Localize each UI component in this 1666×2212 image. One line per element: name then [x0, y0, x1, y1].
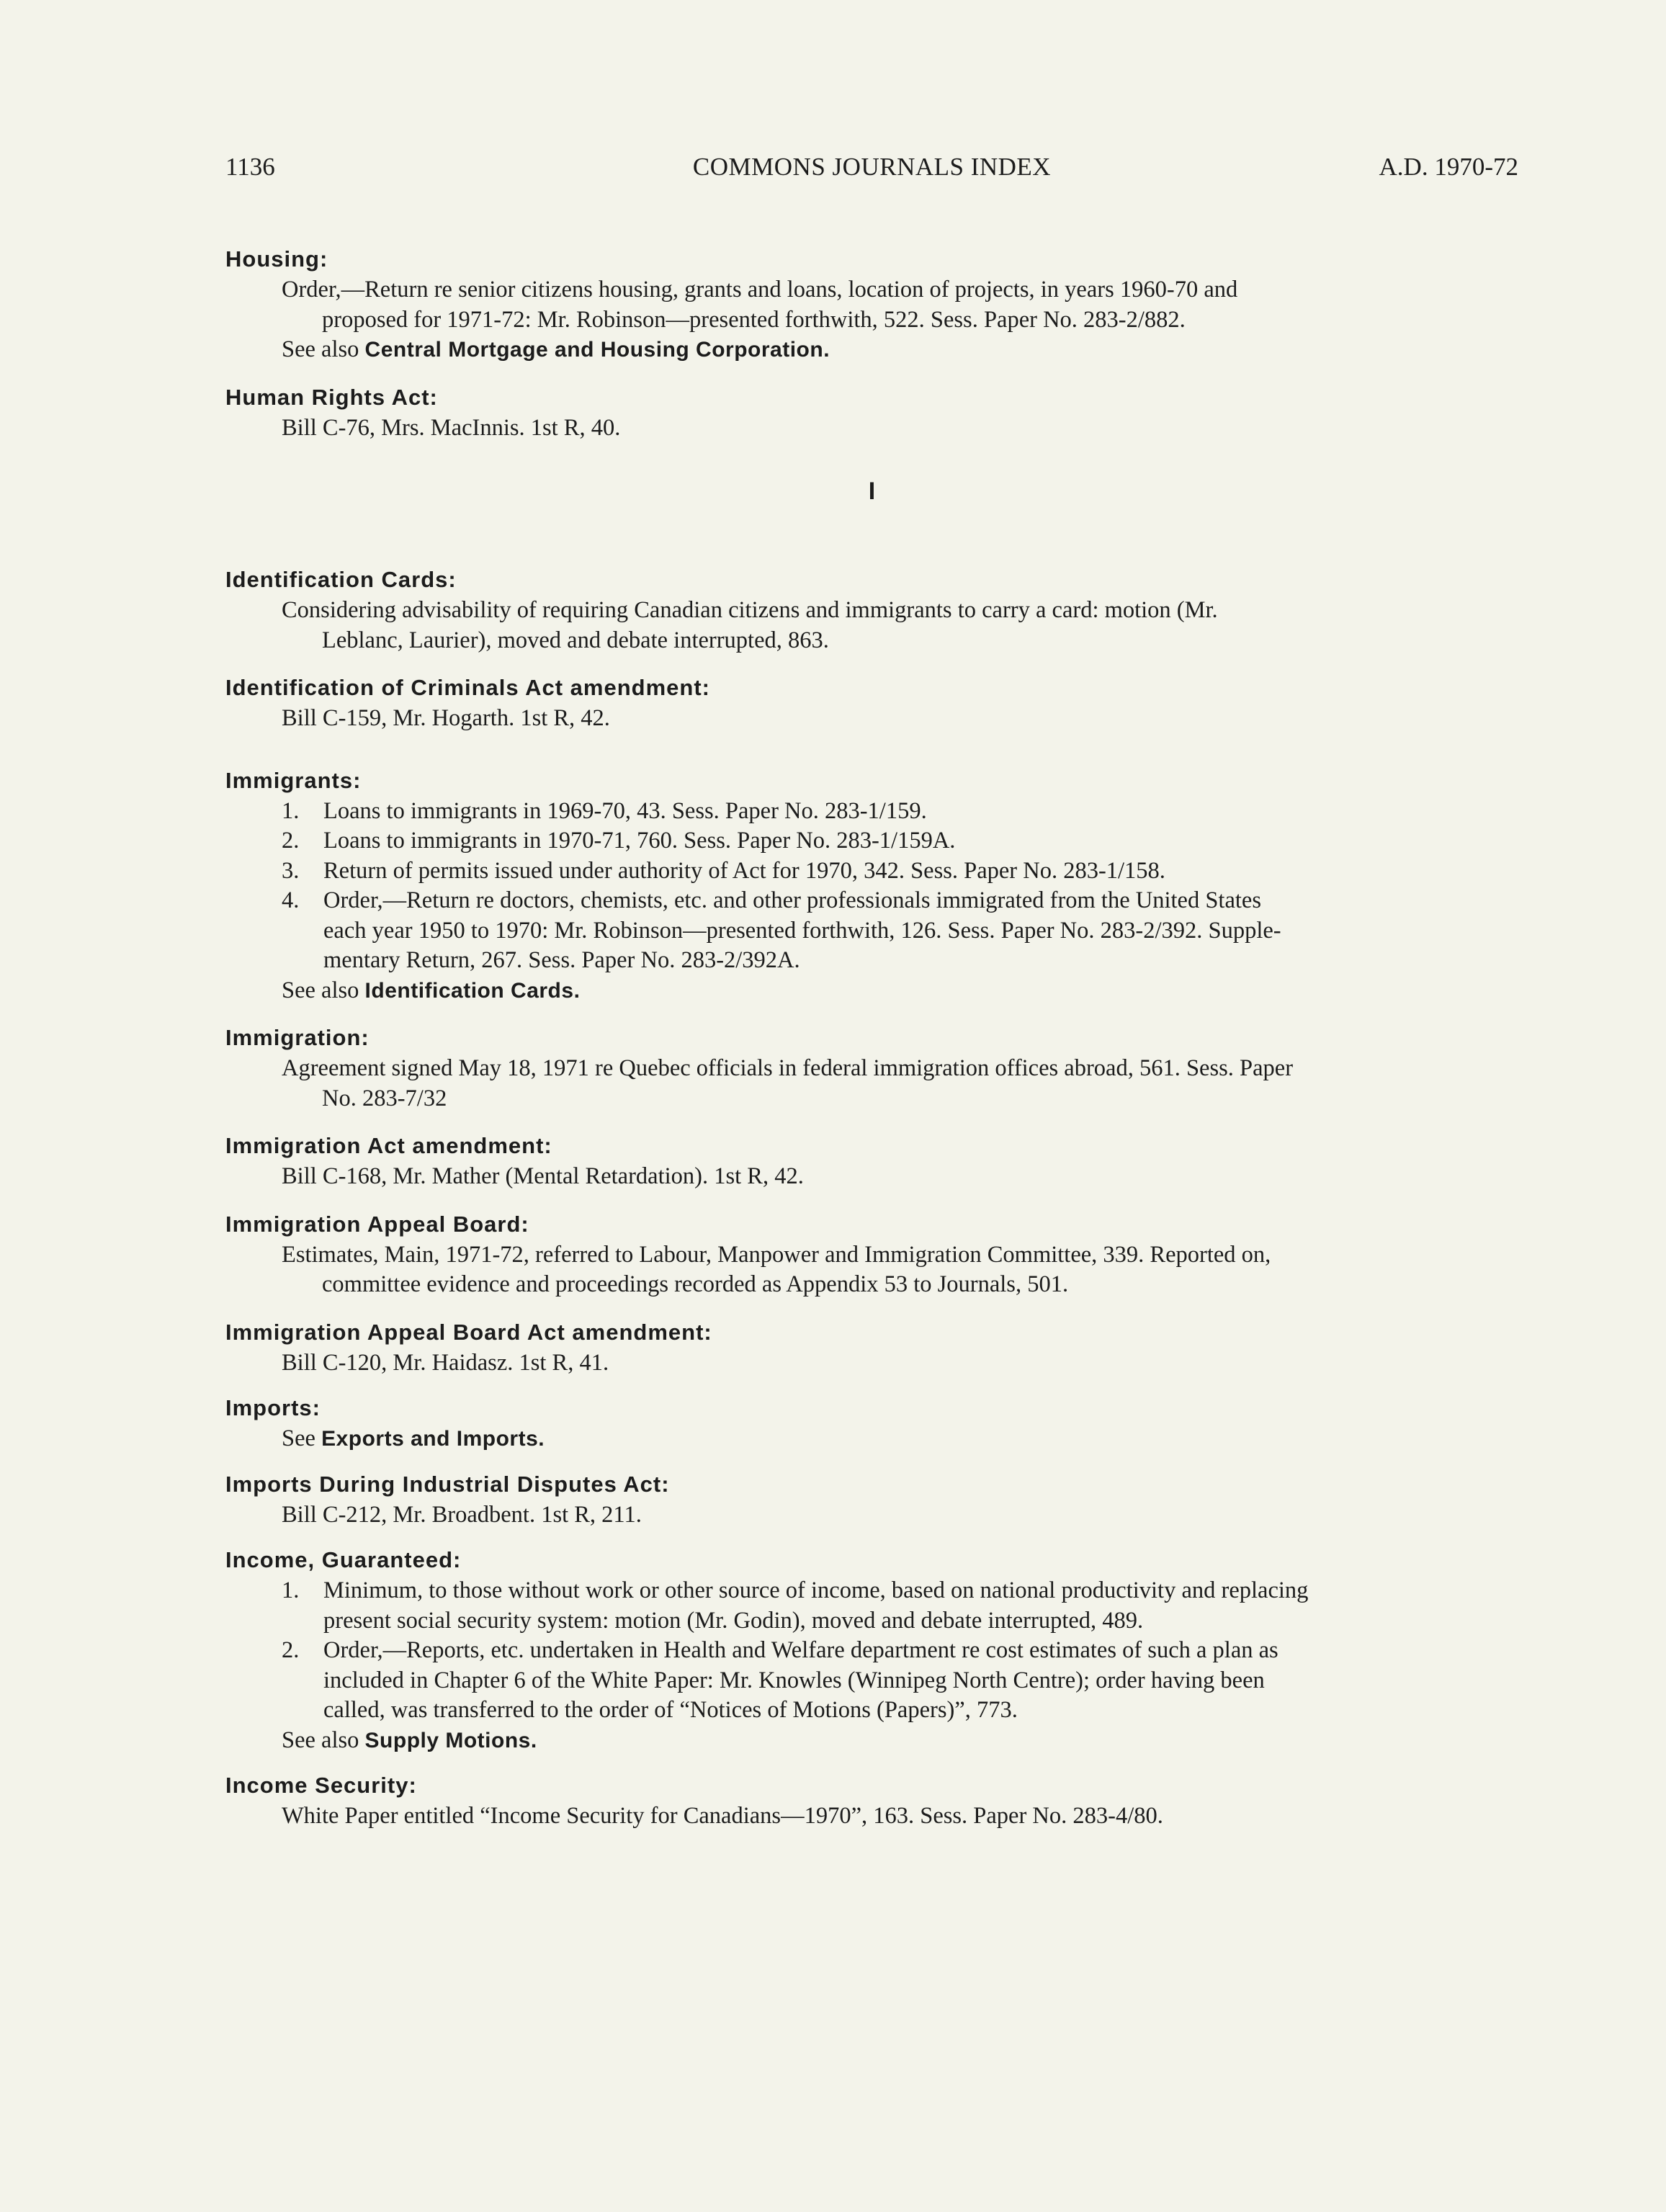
entry-line: proposed for 1971-72: Mr. Robinson—presented forthwith, 522. Sess. Paper No. 283-2/882. [322, 306, 1186, 333]
see-also-label: See also [282, 1727, 359, 1753]
item-text: Order,—Reports, etc. undertaken in Health and Welfare department re cost estimates of such a plan as [323, 1637, 1278, 1663]
entry-line: Bill C-76, Mrs. MacInnis. 1st R, 40. [282, 414, 621, 441]
item-number: 1. [282, 797, 300, 824]
entry-heading: Immigration: [225, 1025, 370, 1050]
see-label: See [282, 1425, 315, 1451]
entry-heading: Human Rights Act: [225, 384, 438, 410]
entry-identification-cards [225, 564, 1518, 655]
entry-heading: Identification of Criminals Act amendment: [225, 675, 710, 700]
see-also-line [225, 335, 1518, 365]
item-text: called, was transferred to the order of “Notices of Motions (Papers)”, 773. [323, 1697, 1018, 1723]
see-also-label: See also [282, 336, 359, 362]
entry-immigration-appeal-board [225, 1209, 1518, 1300]
entry-imports-industrial-disputes [225, 1469, 1518, 1531]
item-text: present social security system: motion (Mr. Godin), moved and debate interrupted, 489. [323, 1607, 1144, 1634]
entry-income-security [225, 1770, 1518, 1832]
item-text: Loans to immigrants in 1969-70, 43. Sess. Paper No. 283-1/159. [323, 797, 927, 824]
list-item-continuation [225, 1696, 1518, 1726]
page-header [225, 153, 1518, 189]
item-text: included in Chapter 6 of the White Paper: Mr. Knowles (Winnipeg North Centre); order having been [323, 1667, 1265, 1693]
entry-heading: Immigration Appeal Board: [225, 1211, 529, 1237]
item-number: 3. [282, 857, 300, 884]
entry-immigration-act [225, 1130, 1518, 1192]
item-number: 2. [282, 1637, 300, 1663]
item-number: 1. [282, 1577, 300, 1603]
see-also-reference: Identification Cards. [364, 978, 581, 1003]
page-years: A.D. 1970-72 [1379, 153, 1518, 181]
entry-immigration-appeal-board-act [225, 1317, 1518, 1379]
entry-line: White Paper entitled “Income Security for Canadians—1970”, 163. Sess. Paper No. 283-4/80. [282, 1803, 1163, 1829]
item-text: Loans to immigrants in 1970-71, 760. Sess. Paper No. 283-1/159A. [323, 828, 956, 854]
entry-heading: Identification Cards: [225, 567, 457, 592]
item-text: mentary Return, 267. Sess. Paper No. 283-2/392A. [323, 947, 800, 973]
list-item-continuation [225, 1606, 1518, 1636]
page-title: COMMONS JOURNALS INDEX [692, 153, 1052, 181]
entry-housing [225, 243, 1518, 365]
entry-line: Considering advisability of requiring Canadian citizens and immigrants to carry a card: motion (Mr. [282, 597, 1218, 623]
entry-line: No. 283-7/32 [322, 1085, 447, 1111]
entry-line: Order,—Return re senior citizens housing, grants and loans, location of projects, in years 1960-70 and [282, 277, 1238, 303]
list-item-continuation [225, 946, 1518, 976]
entry-line: Bill C-120, Mr. Haidasz. 1st R, 41. [282, 1349, 609, 1376]
entry-heading: Immigration Appeal Board Act amendment: [225, 1319, 712, 1345]
list-item [225, 797, 1518, 827]
entry-heading: Immigration Act amendment: [225, 1133, 552, 1158]
list-item-continuation [225, 1666, 1518, 1696]
item-text: Return of permits issued under authority of Act for 1970, 342. Sess. Paper No. 283-1/158. [323, 857, 1165, 884]
item-text: each year 1950 to 1970: Mr. Robinson—presented forthwith, 126. Sess. Paper No. 283-2/392. Supple- [323, 917, 1281, 944]
list-item [225, 1636, 1518, 1666]
entry-heading: Immigrants: [225, 767, 362, 793]
entry-income-guaranteed [225, 1544, 1518, 1755]
index-content [225, 243, 1518, 1832]
entry-heading: Income, Guaranteed: [225, 1547, 462, 1572]
entry-line: Agreement signed May 18, 1971 re Quebec officials in federal immigration offices abroad, 561. Sess. Paper [282, 1055, 1294, 1081]
item-number: 2. [282, 828, 300, 854]
see-also-line [225, 976, 1518, 1006]
see-also-reference: Supply Motions. [364, 1728, 537, 1752]
see-also-line [225, 1726, 1518, 1756]
item-text: Minimum, to those without work or other source of income, based on national productivity and replacing [323, 1577, 1309, 1603]
page-number: 1136 [225, 153, 275, 181]
entry-line: Bill C-168, Mr. Mather (Mental Retardation). 1st R, 42. [282, 1163, 804, 1189]
list-item [225, 856, 1518, 887]
entry-heading: Income Security: [225, 1773, 417, 1798]
see-reference: Exports and Imports. [321, 1427, 545, 1451]
list-item [225, 886, 1518, 916]
list-item-continuation [225, 916, 1518, 946]
see-also-label: See also [282, 977, 359, 1003]
entry-heading: Imports: [225, 1395, 321, 1420]
entry-line: Bill C-159, Mr. Hogarth. 1st R, 42. [282, 705, 610, 731]
entry-immigrants [225, 765, 1518, 1006]
entry-human-rights-act [225, 382, 1518, 444]
entry-identification-criminals [225, 672, 1518, 734]
section-letter: I [868, 478, 876, 505]
entry-line: committee evidence and proceedings recorded as Appendix 53 to Journals, 501. [322, 1271, 1069, 1297]
entry-line: Bill C-212, Mr. Broadbent. 1st R, 211. [282, 1501, 642, 1528]
entry-heading: Imports During Industrial Disputes Act: [225, 1471, 670, 1497]
entry-heading: Housing: [225, 246, 328, 272]
entry-line: Leblanc, Laurier), moved and debate interrupted, 863. [322, 627, 829, 653]
list-item [225, 1576, 1518, 1606]
item-number: 4. [282, 887, 300, 913]
see-also-reference: Central Mortgage and Housing Corporation. [364, 338, 830, 362]
entry-imports [225, 1392, 1518, 1454]
entry-immigration [225, 1022, 1518, 1114]
entry-line: Estimates, Main, 1971-72, referred to Labour, Manpower and Immigration Committee, 339. Reported on, [282, 1241, 1271, 1268]
item-text: Order,—Return re doctors, chemists, etc. and other professionals immigrated from the United States [323, 887, 1261, 913]
see-line [225, 1424, 1518, 1454]
list-item [225, 826, 1518, 856]
